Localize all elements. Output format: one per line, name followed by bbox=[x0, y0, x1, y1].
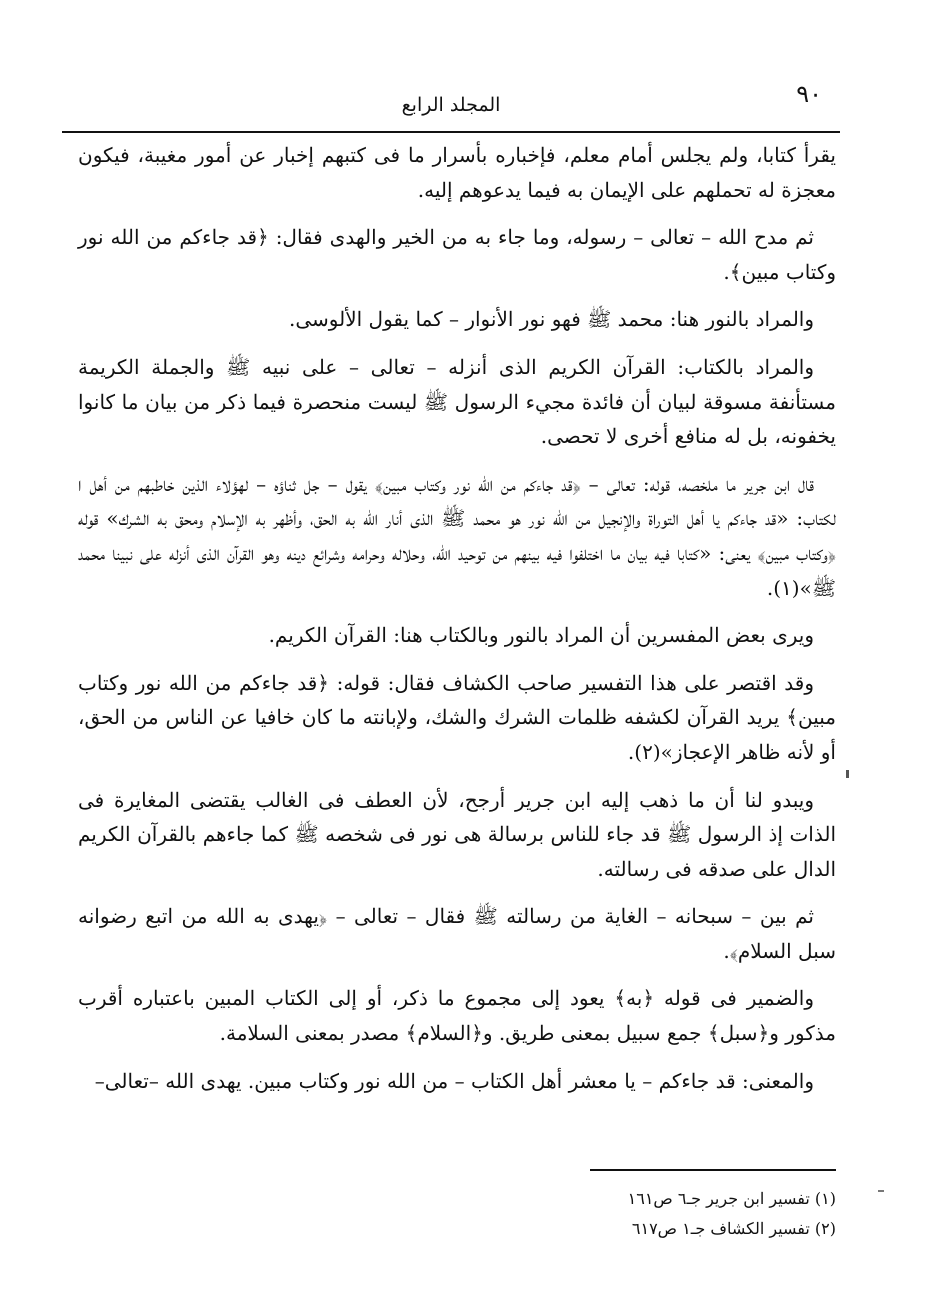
footnotes bbox=[480, 1184, 836, 1244]
footnote: (١) تفسير ابن جرير جـ٦ ص١٦١ bbox=[627, 1189, 836, 1208]
body-text bbox=[78, 138, 836, 1111]
paragraph: قال ابن جرير ما ملخصه، قوله: تعالى – ﴿قد جاءكم من الله نور وكتاب مبين﴾ يقول – جل ثناؤه – لهؤلاء الذين خاطبهم من أهل ا لكتاب: «قد جاءكم يا أهل التوراة والإنجيل من الله نور هو محمد ﷺ الذى أنار الله به الحق، وأظهر به الإسلام ومحق به الشرك» قوله ﴿وكتاب مبين﴾ يعنى: «كتابا فيه بيان ما اختلفوا فيه بينهم من توحيد الله، وحلاله وحرامه وشرائع دينه وهو القرآن الذى أنزله على نبينا محمد ﷺ»(١). bbox=[78, 471, 836, 600]
page-number: ٩٠ bbox=[796, 80, 822, 108]
page-header bbox=[62, 80, 840, 120]
footnote: (٢) تفسير الكشاف جـ١ ص٦١٧ bbox=[631, 1219, 836, 1238]
paragraph: ثم بين – سبحانه – الغاية من رسالته ﷺ فقال – تعالى – ﴿يهدى به الله من اتبع رضوانه سبل السلام﴾. bbox=[78, 904, 836, 963]
paragraph: والمراد بالكتاب: القرآن الكريم الذى أنزله – تعالى – على نبيه ﷺ والجملة الكريمة مستأنفة مسوقة لبيان أن فائدة مجيء الرسول ﷺ ليست منحصرة فيما ذكر من بيان ما كانوا يخفونه، بل له منافع أخرى لا تحصى. bbox=[78, 354, 836, 449]
footnote-rule bbox=[590, 1169, 836, 1171]
paragraph: والمعنى: قد جاءكم – يا معشر أهل الكتاب – من الله نور وكتاب مبين. يهدى الله –تعالى– bbox=[94, 1068, 814, 1093]
running-title: المجلد الرابع bbox=[401, 94, 501, 116]
paragraph: ويبدو لنا أن ما ذهب إليه ابن جرير أرجح، لأن العطف فى الغالب يقتضى المغايرة فى الذات إذ الرسول ﷺ قد جاء للناس برسالة هى نور فى شخصه ﷺ كما جاءهم بالقرآن الكريم الدال على صدقه فى رسالته. bbox=[78, 787, 836, 881]
margin-mark bbox=[846, 770, 849, 778]
header-rule bbox=[62, 131, 840, 133]
margin-mark bbox=[878, 1190, 884, 1192]
paragraph: والمراد بالنور هنا: محمد ﷺ فهو نور الأنوار – كما يقول الألوسى. bbox=[289, 307, 814, 332]
paragraph: ثم مدح الله – تعالى – رسوله، وما جاء به من الخير والهدى فقال: ﴿قد جاءكم من الله نور وكتاب مبين﴾. bbox=[78, 225, 836, 284]
paragraph: يقرأ كتابا، ولم يجلس أمام معلم، فإخباره بأسرار ما فى كتبهم إخبار عن أمور مغيبة، فيكون معجزة له تحملهم على الإيمان به فيما يدعوهم إليه. bbox=[78, 143, 836, 202]
paragraph: ويرى بعض المفسرين أن المراد بالنور وبالكتاب هنا: القرآن الكريم. bbox=[268, 623, 814, 648]
paragraph: وقد اقتصر على هذا التفسير صاحب الكشاف فقال: قوله: ﴿قد جاءكم من الله نور وكتاب مبين﴾ يريد القرآن لكشفه ظلمات الشرك والشك، ولإبانته ما كان خافيا عن الناس من الحق، أو لأنه ظاهر الإعجاز»(٢). bbox=[78, 670, 836, 764]
paragraph: والضمير فى قوله ﴿به﴾ يعود إلى مجموع ما ذكر، أو إلى الكتاب المبين باعتباره أقرب مذكور و﴿سبل﴾ جمع سبيل بمعنى طريق. و﴿السلام﴾ مصدر بمعنى السلامة. bbox=[78, 986, 836, 1046]
